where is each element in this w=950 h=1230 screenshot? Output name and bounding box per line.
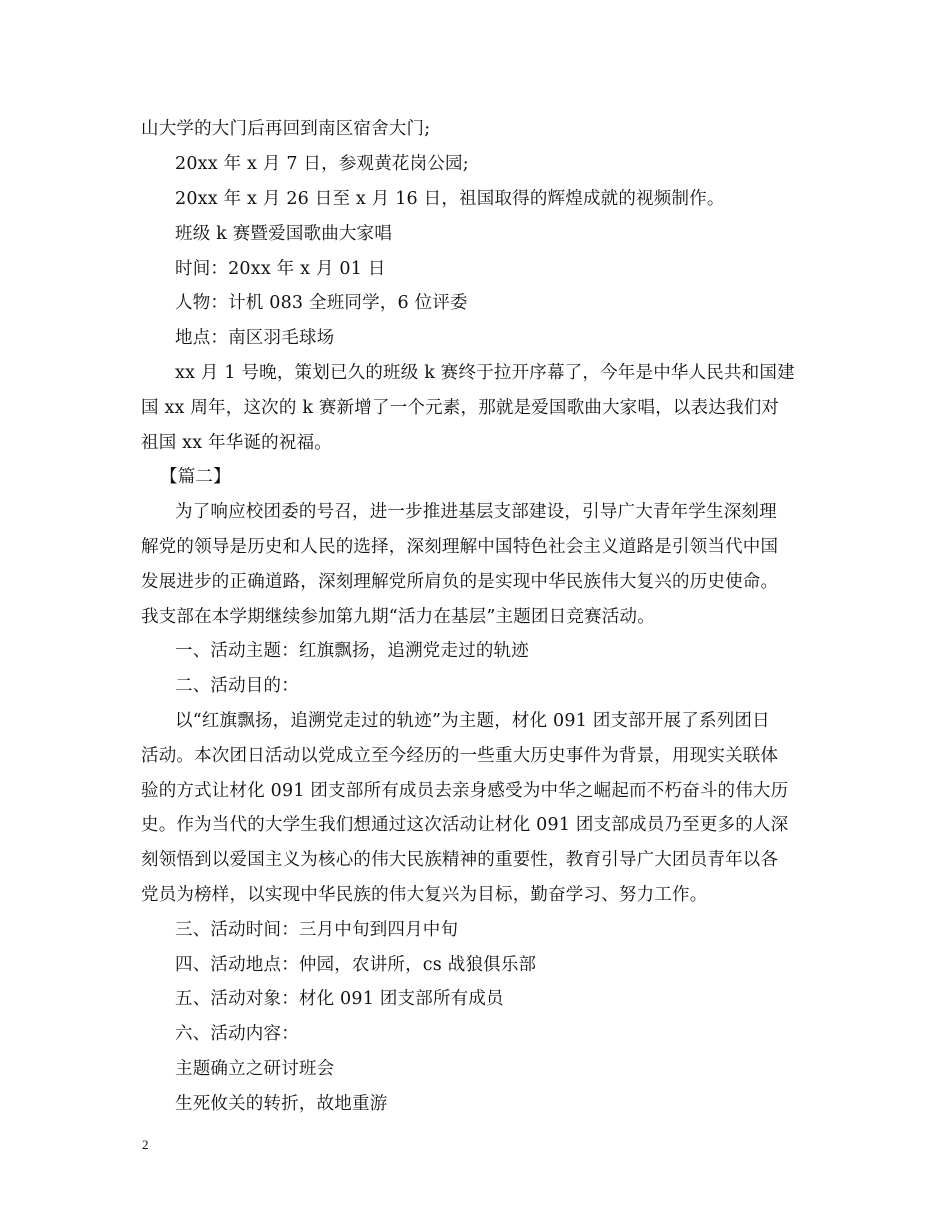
event-description-line: xx 月 1 号晚，策划已久的班级 k 赛终于拉开序幕了，今年是中华人民共和国建	[175, 363, 795, 383]
purpose-paragraph-line: 以“红旗飘扬，追溯党走过的轨迹”为主题，材化 091 团支部开展了系列团日	[175, 711, 770, 731]
event-location: 地点：南区羽毛球场	[175, 328, 335, 348]
event-title: 班级 k 赛暨爱国歌曲大家唱	[175, 224, 393, 244]
paragraph-continuation-line: 山大学的大门后再回到南区宿舍大门;	[141, 119, 431, 139]
purpose-paragraph-line: 史。作为当代的大学生我们想通过这次活动让材化 091 团支部成员乃至更多的人深	[141, 815, 789, 835]
event-time: 时间：20xx 年 x 月 01 日	[175, 259, 386, 279]
schedule-line-visit-park: 20xx 年 x 月 7 日，参观黄花岗公园;	[175, 154, 469, 174]
purpose-paragraph-line: 党员为榜样，以实现中华民族的伟大复兴为目标，勤奋学习、努力工作。	[141, 885, 708, 905]
activity-theme: 一、活动主题：红旗飘扬，追溯党走过的轨迹	[175, 641, 529, 661]
schedule-line-video: 20xx 年 x 月 26 日至 x 月 16 日，祖国取得的辉煌成就的视频制作。	[175, 189, 725, 209]
event-description-line: 国 xx 周年，这次的 k 赛新增了一个元素，那就是爱国歌曲大家唱，以表达我们对	[141, 398, 780, 418]
intro-paragraph-line: 我支部在本学期继续参加第九期“活力在基层”主题团日竞赛活动。	[141, 607, 655, 627]
activity-participants: 五、活动对象：材化 091 团支部所有成员	[175, 989, 504, 1009]
activity-time: 三、活动时间：三月中旬到四月中旬	[175, 920, 459, 940]
activity-content-label: 六、活动内容：	[175, 1024, 299, 1044]
purpose-paragraph-line: 刻领悟到以爱国主义为核心的伟大民族精神的重要性，教育引导广大团员青年以各	[141, 850, 779, 870]
activity-purpose-label: 二、活动目的：	[175, 676, 299, 696]
purpose-paragraph-line: 验的方式让材化 091 团支部所有成员去亲身感受为中华之崛起而不朽奋斗的伟大历	[141, 781, 789, 801]
content-item: 主题确立之研讨班会	[175, 1059, 335, 1079]
event-people: 人物：计机 083 全班同学，6 位评委	[175, 293, 468, 313]
section-heading: 【篇二】	[160, 467, 231, 487]
intro-paragraph-line: 为了响应校团委的号召，进一步推进基层支部建设，引导广大青年学生深刻理	[175, 502, 777, 522]
activity-location: 四、活动地点：仲园，农讲所，cs 战狼俱乐部	[175, 955, 537, 975]
content-item: 生死攸关的转折，故地重游	[175, 1094, 388, 1114]
purpose-paragraph-line: 活动。本次团日活动以党成立至今经历的一些重大历史事件为背景，用现实关联体	[141, 746, 779, 766]
intro-paragraph-line: 解党的领导是历史和人民的选择，深刻理解中国特色社会主义道路是引领当代中国	[141, 537, 779, 557]
intro-paragraph-line: 发展进步的正确道路，深刻理解党所肩负的是实现中华民族伟大复兴的历史使命。	[141, 572, 779, 592]
event-description-line: 祖国 xx 年华诞的祝福。	[141, 433, 332, 453]
page-number: 2	[142, 1137, 149, 1152]
